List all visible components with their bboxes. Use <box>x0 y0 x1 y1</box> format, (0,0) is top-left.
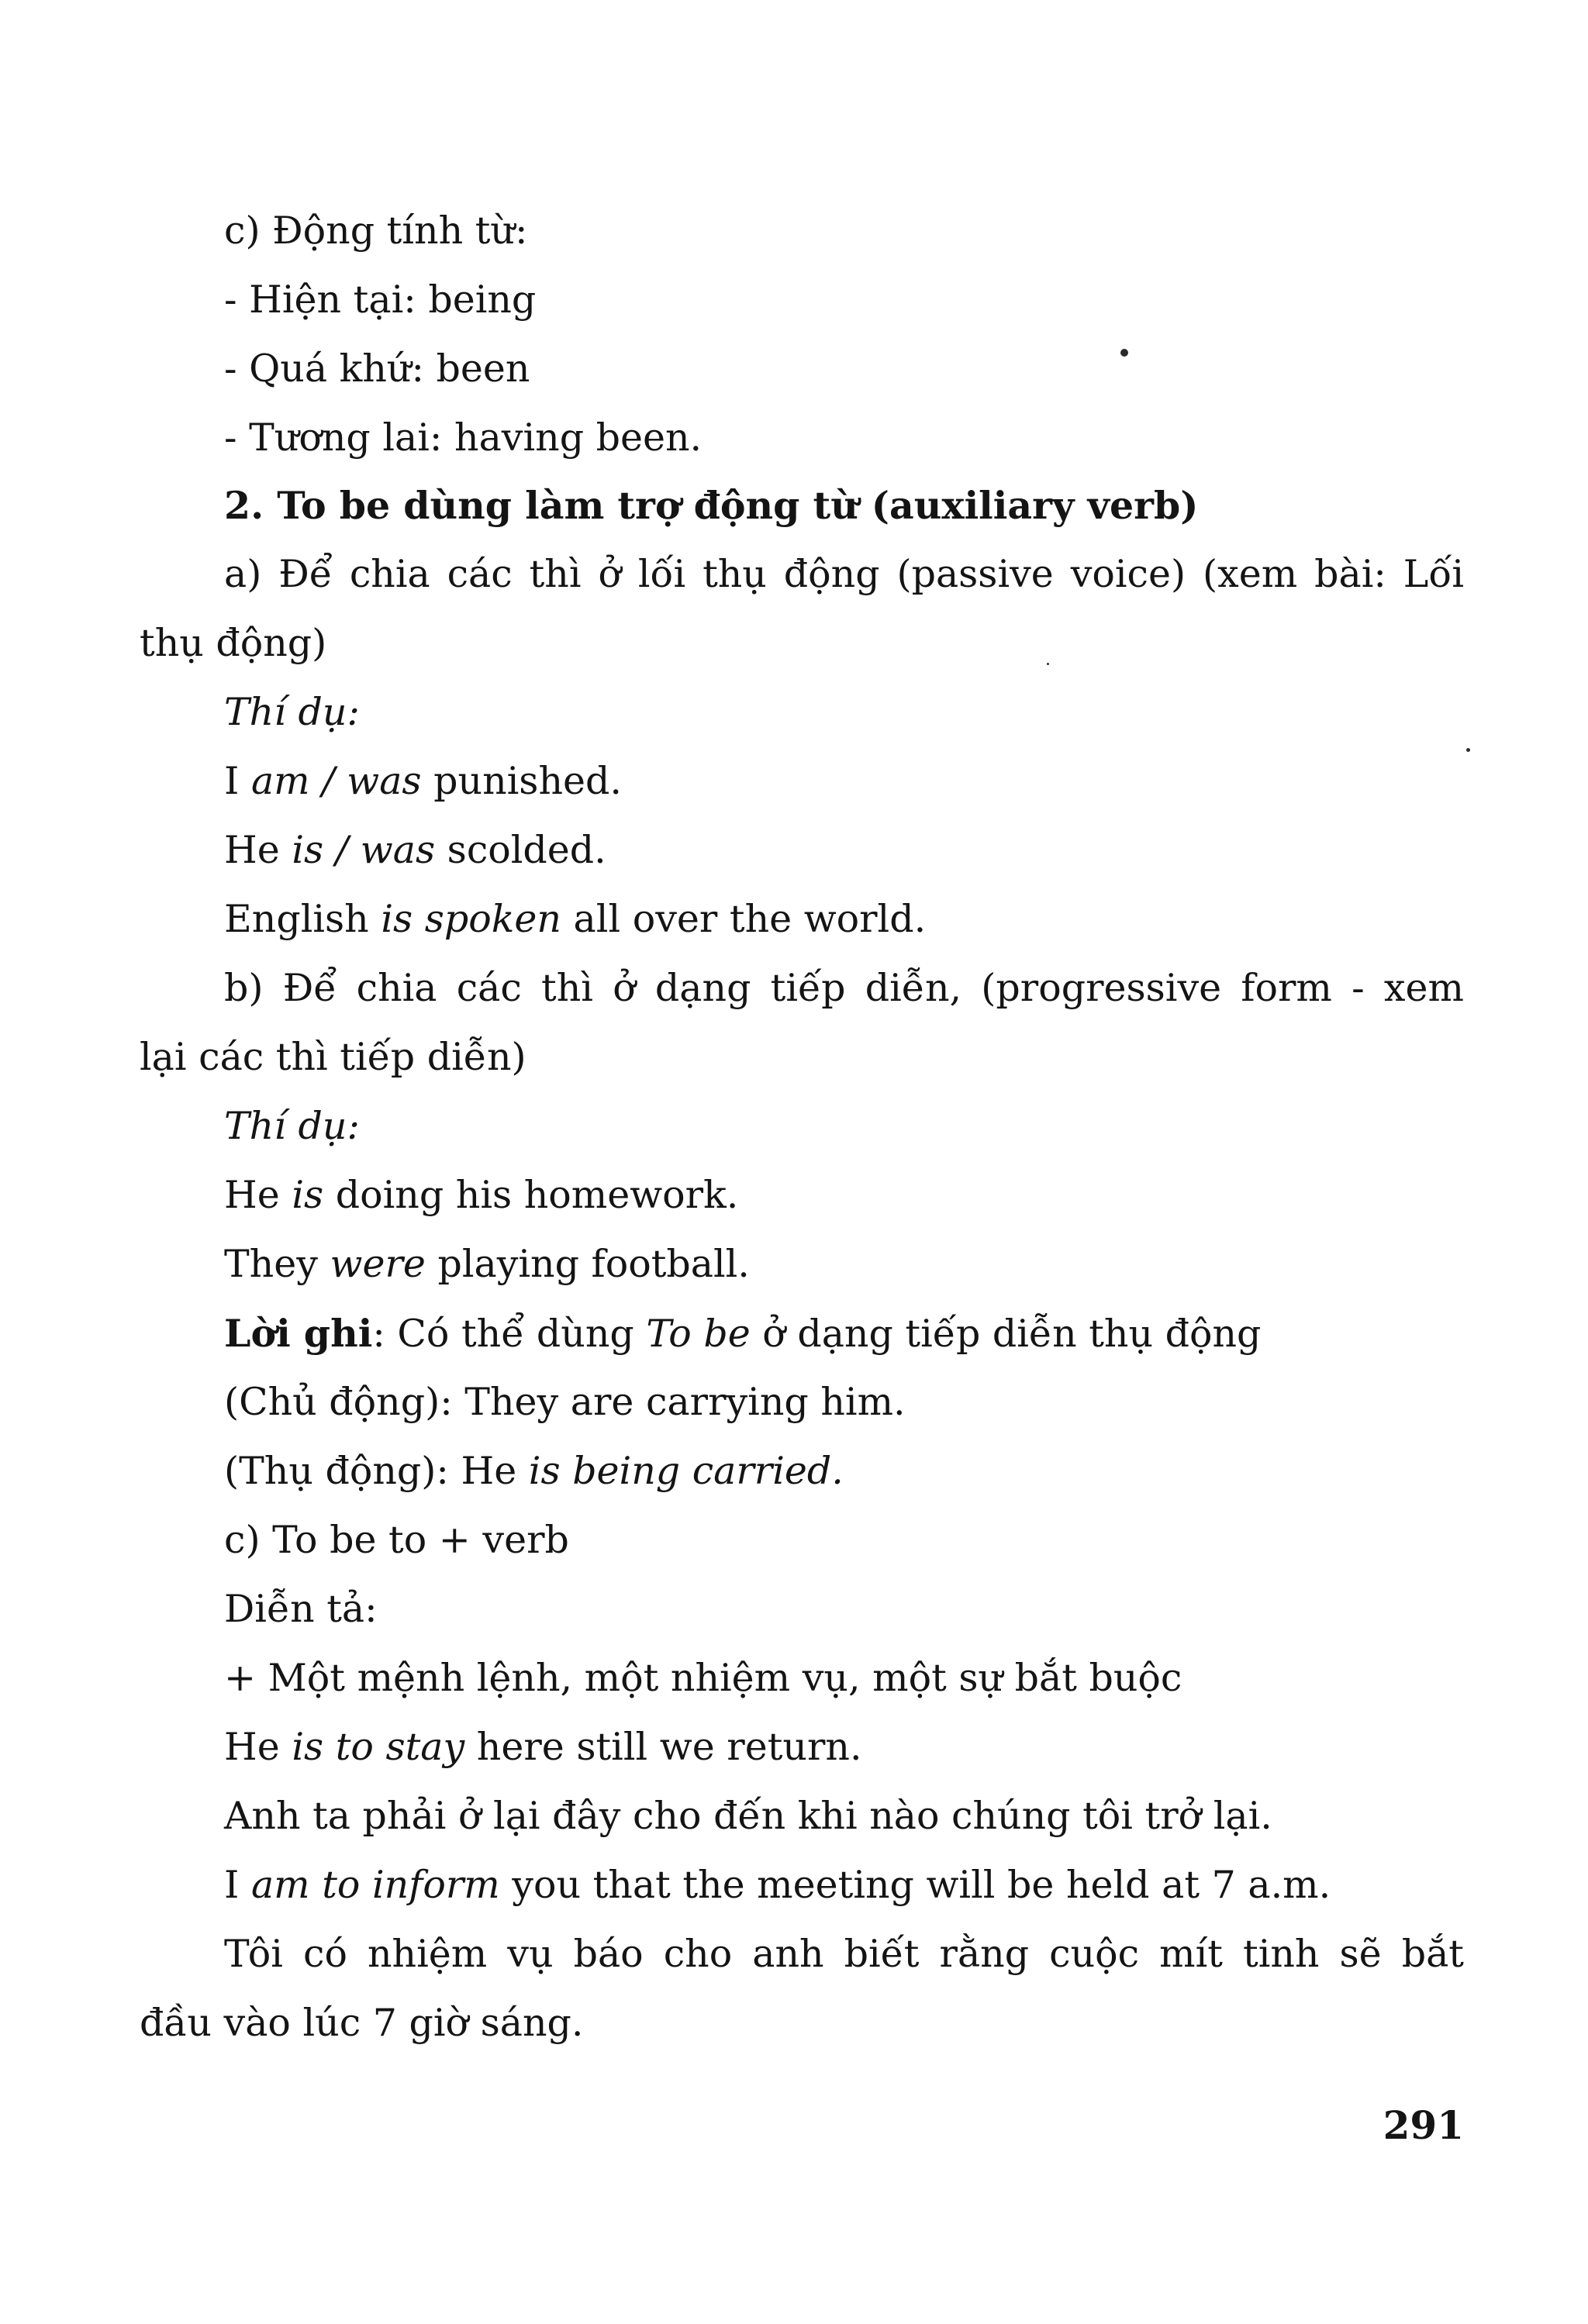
item-c-example-2-translation-1: Tôi có nhiệm vụ báo cho anh biết rằng cuộc mít tinh sẽ bắt <box>224 1932 1464 1976</box>
example-rest: playing football. <box>425 1242 750 1286</box>
page-number: 291 <box>1383 2102 1464 2148</box>
passive-voice-line <box>224 1448 844 1495</box>
example-rest: doing his homework. <box>323 1173 739 1217</box>
item-c-line-3: + Một mệnh lệnh, một nhiệm vụ, một sự bắt buộc <box>224 1656 1182 1700</box>
scan-speck <box>1120 349 1128 357</box>
example-verb: am to inform <box>250 1863 500 1907</box>
item-a-line-1: a) Để chia các thì ở lối thụ động (passive voice) (xem bài: Lối <box>224 552 1464 596</box>
example-verb: were <box>330 1242 426 1286</box>
past-participle-line: - Quá khứ: been <box>224 347 530 391</box>
scan-speck <box>1466 748 1470 752</box>
scan-speck <box>1047 663 1049 665</box>
item-c-line-1: c) To be to + verb <box>224 1518 569 1562</box>
example-verb: is <box>292 1173 324 1217</box>
passive-italic: is being carried. <box>528 1449 844 1493</box>
example-rest: all over the world. <box>561 897 927 941</box>
item-c-example-2 <box>224 1862 1331 1909</box>
present-participle-line: - Hiện tại: being <box>224 278 537 322</box>
active-voice-line: (Chủ động): They are carrying him. <box>224 1380 906 1424</box>
section-2-heading: 2. To be dùng làm trợ động từ (auxiliary verb) <box>224 483 1199 528</box>
passive-prefix: (Thụ động): He <box>224 1449 529 1493</box>
example-subject: He <box>224 1173 292 1217</box>
future-participle-line: - Tương lai: having been. <box>224 415 703 460</box>
item-c-example-1 <box>224 1724 862 1771</box>
note-label: Lời ghi <box>224 1311 373 1356</box>
item-c-example-1-translation: Anh ta phải ở lại đây cho đến khi nào chúng tôi trở lại. <box>224 1794 1272 1838</box>
item-b-example-1 <box>224 1172 738 1219</box>
item-b-line-1: b) Để chia các thì ở dạng tiếp diễn, (progressive form - xem <box>224 966 1464 1010</box>
example-verb: is to stay <box>292 1725 465 1769</box>
example-subject: I <box>224 759 251 803</box>
example-rest: punished. <box>421 759 622 803</box>
note-text-end: ở dạng tiếp diễn thụ động <box>750 1312 1262 1356</box>
example-subject: I <box>224 1863 251 1907</box>
item-b-line-2: lại các thì tiếp diễn) <box>140 1035 526 1079</box>
item-a-example-3 <box>224 896 926 943</box>
item-c-example-2-translation-2: đầu vào lúc 7 giờ sáng. <box>140 2001 584 2045</box>
item-b-example-2 <box>224 1241 750 1288</box>
item-a-line-2: thụ động) <box>140 621 327 665</box>
item-c-line-2: Diễn tả: <box>224 1587 378 1631</box>
example-verb: am / was <box>250 759 422 803</box>
example-subject: English <box>224 897 381 941</box>
example-subject: He <box>224 1725 292 1769</box>
example-rest: you that the meeting will be held at 7 a.m. <box>499 1863 1331 1907</box>
item-a-example-label: Thí dụ: <box>224 690 360 734</box>
example-verb: is spoken <box>381 897 561 941</box>
item-a-example-1 <box>224 758 622 805</box>
example-rest: here still we return. <box>464 1725 862 1769</box>
note-text: : Có thể dùng <box>372 1312 647 1356</box>
note-italic: To be <box>646 1312 751 1356</box>
item-b-example-label: Thí dụ: <box>224 1104 360 1148</box>
example-rest: scolded. <box>435 828 606 872</box>
example-subject: He <box>224 828 292 872</box>
item-a-example-2 <box>224 827 606 874</box>
note-line <box>224 1310 1261 1357</box>
example-subject: They <box>224 1242 330 1286</box>
example-verb: is / was <box>292 828 436 872</box>
section-c-title: c) Động tính từ: <box>224 209 528 253</box>
